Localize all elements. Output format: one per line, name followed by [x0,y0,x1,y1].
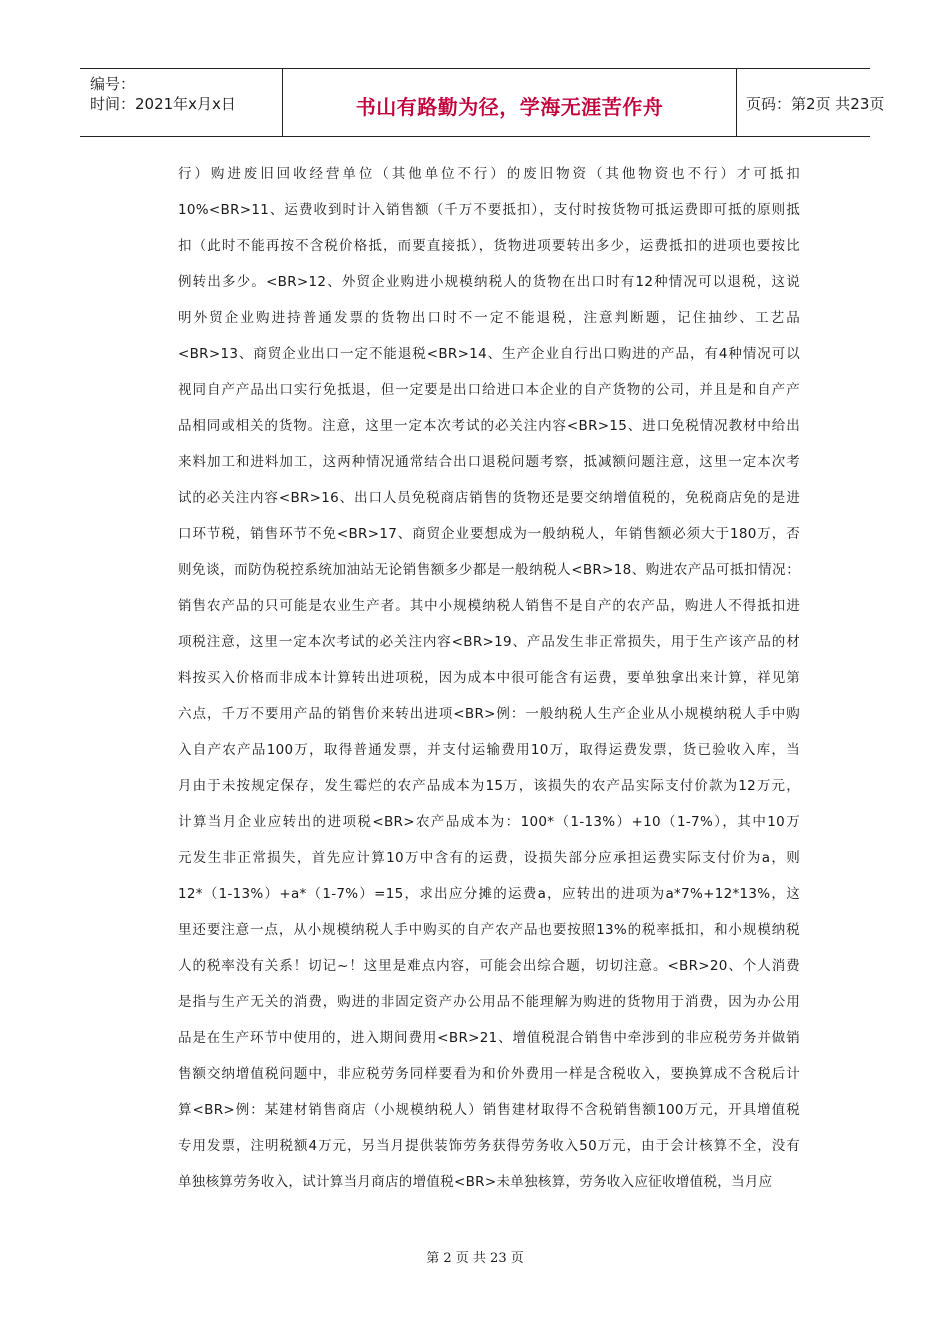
body-text-line: 月由于未按规定保存，发生霉烂的农产品成本为15万，该损失的农产品实际支付价款为12万元， [178,778,800,794]
body-text-line: 六点，千万不要用产品的销售价来转出进项<BR>例：一般纳税人生产企业从小规模纳税人手中购 [178,706,800,722]
body-text-line: 单独核算劳务收入，试计算当月商店的增值税<BR>未单独核算，劳务收入应征收增值税，当月应 [178,1174,773,1190]
body-text-line: 视同自产产品出口实行免抵退，但一定要是出口给进口本企业的自产货物的公司，并且是和自产产 [178,382,800,398]
body-text-line: 算<BR>例：某建材销售商店（小规模纳税人）销售建材取得不含税销售额100万元，开具增值税 [178,1102,800,1118]
document-number-label: 编号： [90,75,136,93]
body-text-line: 明外贸企业购进持普通发票的货物出口时不一定不能退税，注意判断题，记住抽纱、工艺品 [178,310,800,326]
body-text-line: 例转出多少。<BR>12、外贸企业购进小规模纳税人的货物在出口时有12种情况可以退税，这说 [178,274,800,290]
body-text-line: 品是在生产环节中使用的，进入期间费用<BR>21、增值税混合销售中牵涉到的非应税劳务并做销 [178,1030,800,1046]
body-text-line: 行）购进废旧回收经营单位（其他单位不行）的废旧物资（其他物资也不行）才可抵扣 [178,166,800,182]
body-text-line: 是指与生产无关的消费，购进的非固定资产办公用品不能理解为购进的货物用于消费，因为办公用 [178,994,800,1010]
body-text-line: 料按买入价格而非成本计算转出进项税，因为成本中很可能含有运费，要单独拿出来计算，祥见第 [178,670,800,686]
document-date-label: 时间：2021年x月x日 [90,95,236,113]
body-text-line: 12*（1-13%）+a*（1-7%）=15，求出应分摊的运费a，应转出的进项为a*7%+12*13%，这 [178,886,800,902]
body-text-line: 入自产农产品100万，取得普通发票，并支付运输费用10万，取得运费发票，货已验收入库，当 [178,742,800,758]
header-page-cell [736,69,885,136]
body-text-line: 则免谈，而防伪税控系统加油站无论销售额多少都是一般纳税人<BR>18、购进农产品可抵扣情况： [178,562,800,578]
body-text-line: 里还要注意一点，从小规模纳税人手中购买的自产农产品也要按照13%的税率抵扣，和小规模纳税 [178,922,800,938]
body-text-line: 试的必关注内容<BR>16、出口人员免税商店销售的货物还是要交纳增值税的，免税商店免的是进 [178,490,800,506]
body-text-line: 人的税率没有关系！切记~！这里是难点内容，可能会出综合题，切切注意。<BR>20、个人消费 [178,958,800,974]
body-text-line: 专用发票，注明税额4万元，另当月提供装饰劳务获得劳务收入50万元，由于会计核算不全，没有 [178,1138,800,1154]
body-text-line: 来料加工和进料加工，这两种情况通常结合出口退税问题考察，抵减额问题注意，这里一定本次考 [178,454,800,470]
body-text-line: 扣（此时不能再按不含税价格抵，而要直接抵），货物进项要转出多少，运费抵扣的进项也要按比 [178,238,800,254]
header-motto: 书山有路勤为径，学海无涯苦作舟 [355,95,664,119]
body-text-line: 10%<BR>11、运费收到时计入销售额（千万不要抵扣），支付时按货物可抵运费即可抵的原则抵 [178,202,800,218]
header-info-cell [80,69,282,136]
body-text-line: <BR>13、商贸企业出口一定不能退税<BR>14、生产企业自行出口购进的产品，有4种情况可以 [178,346,800,362]
body-text-line: 售额交纳增值税问题中，非应税劳务同样要看为和价外费用一样是含税收入，要换算成不含税后计 [178,1066,800,1082]
body-text-line: 项税注意，这里一定本次考试的必关注内容<BR>19、产品发生非正常损失，用于生产该产品的材 [178,634,800,650]
body-text-line: 销售农产品的只可能是农业生产者。其中小规模纳税人销售不是自产的农产品，购进人不得抵扣进 [178,598,800,614]
page-footer: 第 2 页 共 23 页 [426,1251,524,1266]
page-header [80,68,885,137]
body-text-line: 口环节税，销售环节不免<BR>17、商贸企业要想成为一般纳税人，年销售额必须大于180万，否 [178,526,800,542]
header-motto-cell [282,69,737,136]
body-text-line: 计算当月企业应转出的进项税<BR>农产品成本为：100*（1-13%）+10（1-7%），其中10万 [178,814,800,830]
header-page-info: 页码：第2页 共23页 [746,95,885,113]
document-body [178,156,800,1200]
body-text-line: 元发生非正常损失，首先应计算10万中含有的运费，设损失部分应承担运费实际支付价为a，则 [178,850,800,866]
body-text-line: 品相同或相关的货物。注意，这里一定本次考试的必关注内容<BR>15、进口免税情况教材中给出 [178,418,800,434]
